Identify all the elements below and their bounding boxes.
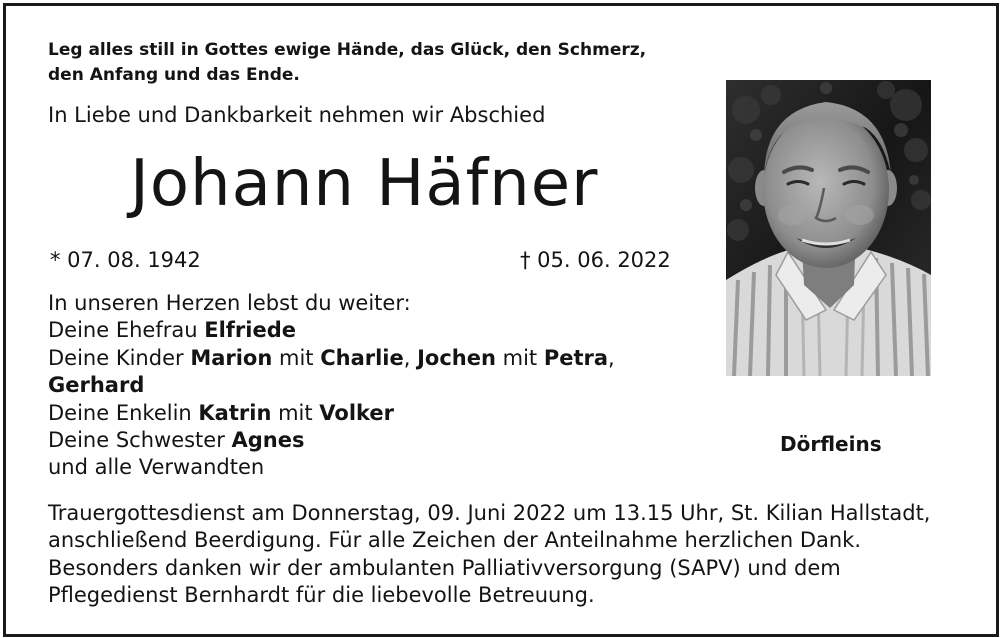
sister-prefix: Deine Schwester — [48, 428, 232, 453]
connector: mit — [272, 345, 321, 370]
verse-line-2: den Anfang und das Ende. — [48, 65, 300, 85]
wife-name: Elfriede — [204, 318, 296, 343]
separator: , — [403, 345, 418, 370]
portrait-photo — [726, 80, 931, 376]
separator: , — [608, 345, 615, 370]
verse-line-1: Leg alles still in Gottes ewige Hände, das Glück, den Schmerz, — [48, 40, 647, 60]
intro-text: In Liebe und Dankbarkeit nehmen wir Abschied — [48, 103, 546, 127]
children-prefix: Deine Kinder — [48, 345, 191, 370]
grandchild-name: Katrin — [198, 400, 272, 425]
wife-prefix: Deine Ehefrau — [48, 318, 205, 343]
mourner-children-line — [48, 345, 615, 372]
mourners-list — [48, 290, 615, 482]
grandchild-prefix: Deine Enkelin — [48, 400, 199, 425]
deceased-name: Johann Häfner — [130, 147, 599, 221]
sister-name: Agnes — [231, 428, 305, 453]
mourner-relatives-line: und alle Verwandten — [48, 455, 265, 480]
service-line-4: Pflegedienst Bernhardt für die liebevolle Betreuung. — [48, 583, 595, 608]
mourner-child-line — [48, 372, 615, 399]
connector: mit — [495, 345, 544, 370]
mourner-wife-line — [48, 317, 615, 344]
service-line-3: Besonders danken wir der ambulanten Palliativversorgung (SAPV) und dem — [48, 555, 841, 580]
service-line-2: anschließend Beerdigung. Für alle Zeichen der Anteilnahme herzlichen Dank. — [48, 528, 862, 553]
mourner-sister-line — [48, 427, 615, 454]
connector: mit — [271, 400, 320, 425]
service-info — [48, 500, 930, 610]
child-name: Jochen — [417, 345, 496, 370]
child-name: Marion — [190, 345, 273, 370]
grandchild-partner-name: Volker — [319, 400, 395, 425]
place-name: Dörfleins — [780, 432, 882, 456]
birth-date: * 07. 08. 1942 — [50, 248, 201, 272]
death-date: † 05. 06. 2022 — [520, 248, 671, 272]
mourners-heading: In unseren Herzen lebst du weiter: — [48, 291, 411, 315]
partner-name: Charlie — [320, 345, 404, 370]
partner-name: Petra — [543, 345, 609, 370]
verse — [48, 38, 646, 88]
mourner-grandchild-line — [48, 400, 615, 427]
service-line-1: Trauergottesdienst am Donnerstag, 09. Juni 2022 um 13.15 Uhr, St. Kilian Hallstadt, — [48, 501, 931, 525]
child-name: Gerhard — [48, 373, 145, 398]
